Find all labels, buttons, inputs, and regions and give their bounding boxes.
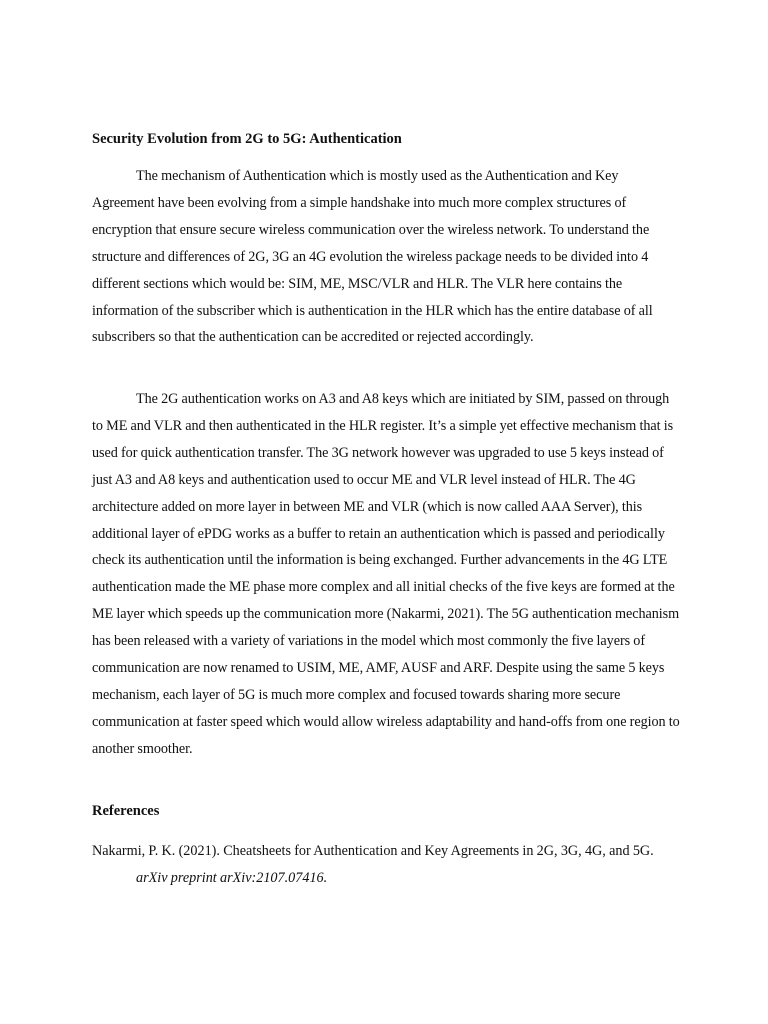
references-heading: References (92, 803, 160, 819)
reference-journal: arXiv preprint arXiv:2107.07416. (136, 869, 328, 886)
reference-entry (92, 838, 682, 892)
document-title: Security Evolution from 2G to 5G: Authentication (92, 131, 402, 147)
body-paragraph-1: The mechanism of Authentication which is mostly used as the Authentication and Key Agreement have been evolving from a simple handshake into much more complex structures of encryption that ensure secure wireless communication over the wireless network. To understand the structure and differences of 2G, 3G an 4G evolution the wireless package needs to be divided into 4 different sections which would be: SIM, ME, MSC/VLR and HLR. The VLR here contains the information of the subscriber which is authentication in the HLR which has the entire database of all subscribers so that the authentication can be accredited or rejected accordingly. (92, 168, 653, 346)
body-paragraph-2: The 2G authentication works on A3 and A8 keys which are initiated by SIM, passed on through to ME and VLR and then authenticated in the HLR register. It’s a simple yet effective mechanism that is used for quick authentication transfer. The 3G network however was upgraded to use 5 keys instead of just A3 and A8 keys and authentication used to occur ME and VLR level instead of HLR. The 4G architecture added on more layer in between ME and VLR (which is now called AAA Server), this additional layer of ePDG works as a buffer to retain an authentication which is passed and periodically check its authentication until the information is being exchanged. Further advancements in the 4G LTE authentication made the ME phase more complex and all initial checks of the five keys are formed at the ME layer which speeds up the communication more (Nakarmi, 2021). The 5G authentication mechanism has been released with a variety of variations in the model which most commonly the five layers of communication are now renamed to USIM, ME, AMF, AUSF and ARF. Despite using the same 5 keys mechanism, each layer of 5G is much more complex and focused towards sharing more secure communication at faster speed which would allow wireless adaptability and hand-offs from one region to another smoother. (92, 391, 680, 757)
reference-text: Nakarmi, P. K. (2021). Cheatsheets for Authentication and Key Agreements in 2G, 3G, 4G, and 5G. (92, 843, 654, 859)
